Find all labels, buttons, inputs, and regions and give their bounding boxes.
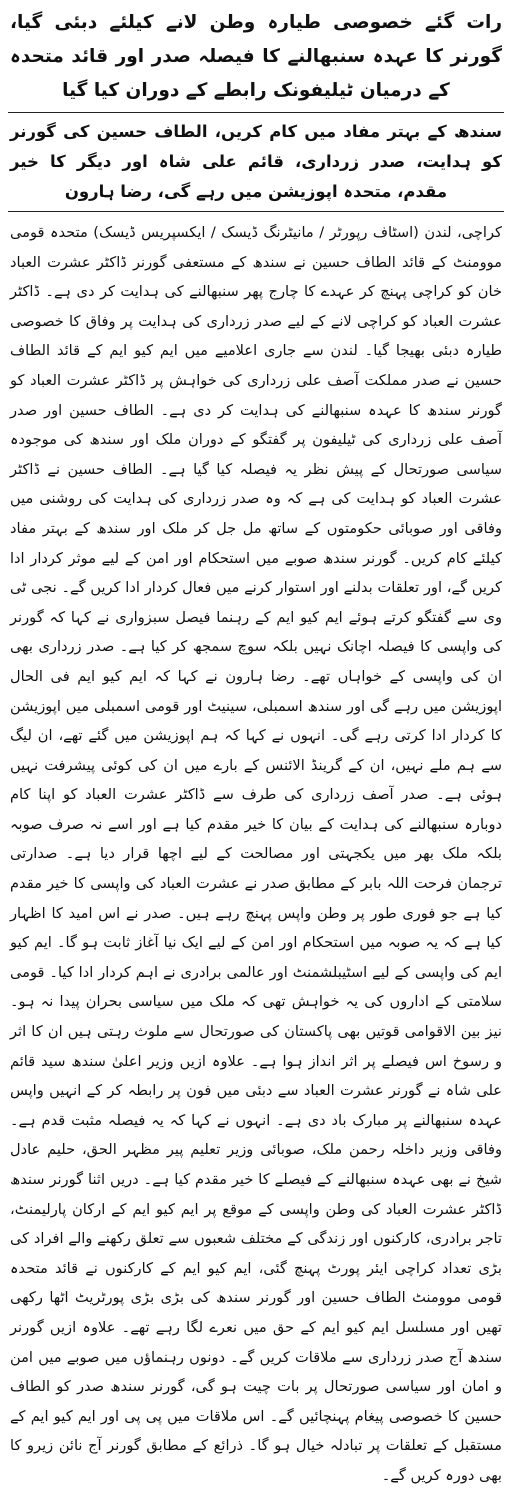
subheadline: سندھ کے بہتر مفاد میں کام کریں، الطاف حسین کی گورنر کو ہدایت، صدر زرداری، قائم علی شاہ اور دیگر کا خیر مقدم، متحدہ اپوزیشن میں رہے گی، رضا ہارون [10,122,502,201]
divider [8,211,504,212]
divider [8,112,504,113]
article-body: کراچی، لندن (اسٹاف رپورٹر / مانیٹرنگ ڈیسک / ایکسپریس ڈیسک) متحدہ قومی موومنٹ کے قائد الطاف حسین نے سندھ کے مستعفی گورنر ڈاکٹر عشرت العباد خان کو کراچی پہنچ کر عہدے کا چارج پھر سنبھالنے کی ہدایت کر دی ہے۔ ڈاکٹر عشرت العباد کو کراچی لانے کے لیے صدر زرداری کی ہدایت پر وفاق کا خصوصی طیارہ دبئی بھیجا گیا۔ لندن سے جاری اعلامیے میں ایم کیو ایم کے قائد الطاف حسین نے صدر مملکت آصف علی زرداری کی خواہش پر ڈاکٹر عشرت العباد کو گورنر سندھ کا عہدہ سنبھالنے کی ہدایت کر دی ہے۔ الطاف حسین اور صدر آصف علی زرداری کی ٹیلیفون پر گفتگو کے دوران ملک اور سندھ کی موجودہ سیاسی صورتحال کے پیش نظر یہ فیصلہ کیا گیا ہے۔ الطاف حسین نے ڈاکٹر عشرت العباد کو ہدایت کی ہے کہ وہ صدر زرداری کی ہدایت کی روشنی میں وفاقی اور صوبائی حکومتوں کے ساتھ مل جل کر ملک اور سندھ کے بہتر مفاد کیلئے کام کریں۔ گورنر سندھ صوبے میں استحکام اور امن کے لیے موثر کردار ادا کریں گے، اور تعلقات بدلنے اور استوار کرنے میں فعال کردار ادا کریں گے۔ نجی ٹی وی سے گفتگو کرتے ہوئے ایم کیو ایم کے رہنما فیصل سبزواری نے کہا کہ گورنر کی واپسی کا فیصلہ اچانک نہیں بلکہ سوچ سمجھ کر کیا ہے۔ صدر زرداری بھی ان کی واپسی کے خواہاں تھے۔ رضا ہارون نے کہا کہ ایم کیو ایم فی الحال اپوزیشن میں رہے گی اور سندھ اسمبلی، سینیٹ اور قومی اسمبلی میں اپوزیشن کا کردار ادا کرتی رہے گی۔ انہوں نے کہا کہ ہم اپوزیشن میں گئے تھے، ان لیگ سے ہم ملے نہیں، ان کے گرینڈ الائنس کے بارے میں ان کی کوئی پیشرفت نہیں ہوئی ہے۔ صدر آصف زرداری کی طرف سے ڈاکٹر عشرت العباد کو اپنا کام دوبارہ سنبھالنے کی ہدایت کے بیان کا خیر مقدم کیا ہے اور اسے نہ صرف صوبہ بلکہ ملک بھر میں یکجہتی اور مصالحت کے لیے اچھا قرار دیا ہے۔ صدارتی ترجمان فرحت اللہ بابر کے مطابق صدر نے عشرت العباد کی واپسی کا خیر مقدم کیا ہے جو فوری طور پر وطن واپس پہنچ رہے ہیں۔ صدر نے اس امید کا اظہار کیا ہے کہ یہ صوبہ میں استحکام اور امن کے لیے ایک نیا آغاز ثابت ہو گا۔ ایم کیو ایم کی واپسی کے لیے اسٹیبلشمنٹ اور عالمی برادری نے اہم کردار ادا کیا۔ قومی سلامتی کے اداروں کی یہ خواہش تھی کہ ملک میں سیاسی بحران پیدا نہ ہو۔ نیز بین الاقوامی قوتیں بھی پاکستان کی صورتحال سے ملوث رہتی ہیں ان کا اثر و رسوخ اس فیصلے پر اثر انداز ہوا ہے۔ علاوہ ازیں وزیر اعلیٰ سندھ سید قائم علی شاہ نے گورنر عشرت العباد سے دبئی میں فون پر رابطہ کر کے انہیں واپس عہدہ سنبھالنے پر مبارک باد دی ہے۔ انہوں نے کہا کہ یہ فیصلہ مثبت قدم ہے۔ وفاقی وزیر داخلہ رحمن ملک، صوبائی وزیر تعلیم پیر مظہر الحق، حلیم عادل شیخ نے بھی عہدہ سنبھالنے کے فیصلے کا خیر مقدم کیا ہے۔ دریں اثنا گورنر سندھ ڈاکٹر عشرت العباد کی وطن واپسی کے موقع پر ایم کیو ایم کے ارکان پارلیمنٹ، تاجر برادری، کارکنوں اور زندگی کے مختلف شعبوں سے تعلق رکھنے والے افراد کی بڑی تعداد کراچی ایئر پورٹ پہنچ گئی، ایم کیو ایم کے کارکنوں نے قائد متحدہ قومی موومنٹ الطاف حسین اور گورنر سندھ کی بڑی بڑی پورٹریٹ اٹھا رکھی تھیں اور مسلسل ایم کیو ایم کے حق میں نعرے لگا رہے تھے۔ علاوہ ازیں گورنر سندھ آج صدر زرداری سے ملاقات کریں گے۔ دونوں رہنماؤں میں صوبے میں امن و امان اور سیاسی صورتحال پر بات چیت ہو گی، گورنر سندھ صدر کو الطاف حسین کا خصوصی پیغام پہنچائیں گے۔ اس ملاقات میں پی پی اور ایم کیو ایم کے مستقبل کے تعلقات پر تبادلہ خیال ہو گا۔ ذرائع کے مطابق گورنر آج نائن زیرو کا بھی دورہ کریں گے۔ [10,224,502,1484]
headline: رات گئے خصوصی طیارہ وطن لانے کیلئے دبئی گیا، گورنر کا عہدہ سنبھالنے کا فیصلہ صدر اور قائد متحدہ کے درمیان ٹیلیفونک رابطے کے دوران کیا گیا [10,12,502,101]
